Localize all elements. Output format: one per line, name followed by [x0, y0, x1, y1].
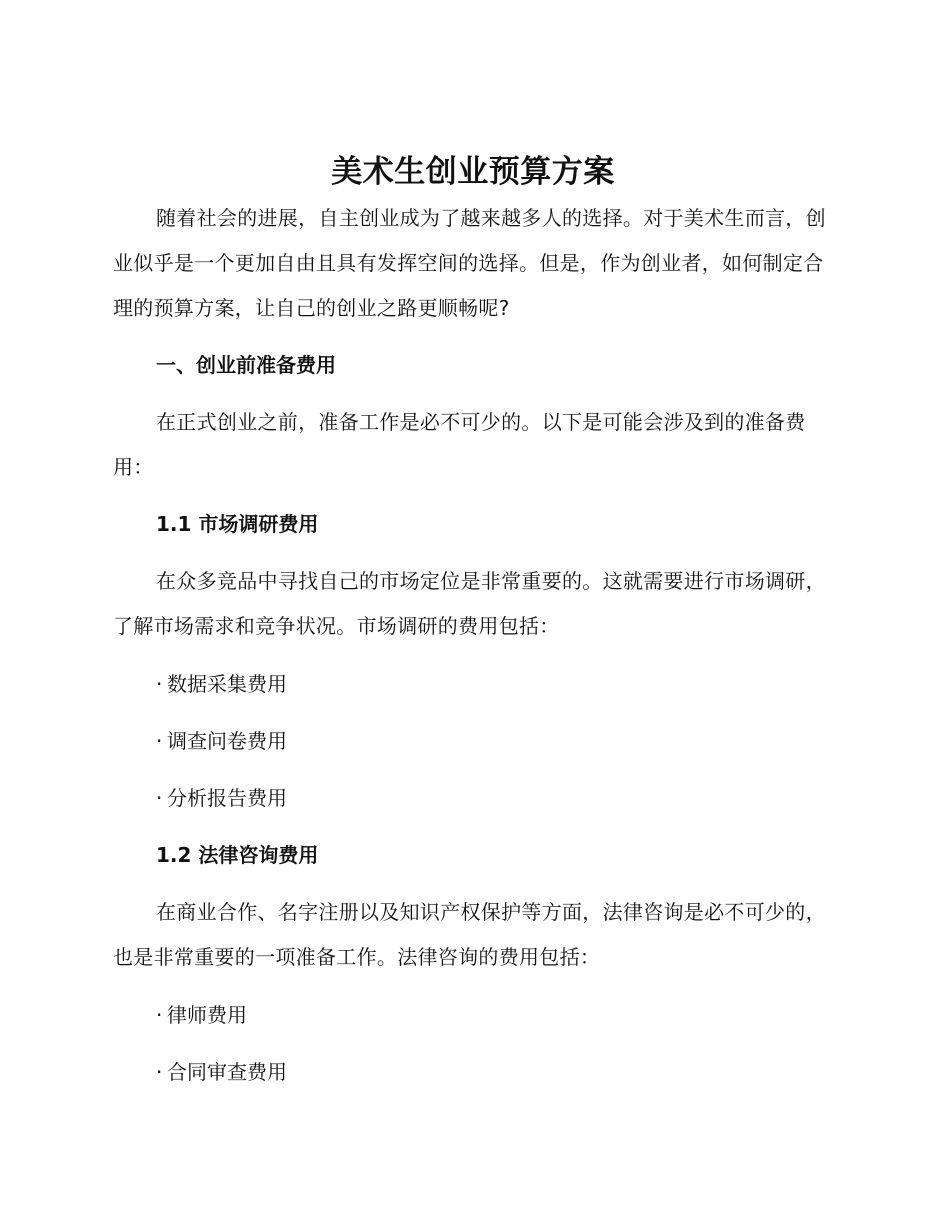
- bullet-marker: ·: [156, 1003, 163, 1027]
- spacer: [113, 649, 833, 662]
- list-item: [113, 662, 833, 707]
- list-item-text: 调查问卷费用: [167, 729, 287, 753]
- bullet-marker: ·: [156, 786, 163, 810]
- bullet-marker: ·: [156, 1060, 163, 1084]
- document-title: 美术生创业预算方案: [331, 154, 615, 190]
- list-item: [113, 993, 833, 1038]
- section-1-paragraph: 在正式创业之前，准备工作是必不可少的。以下是可能会涉及到的准备费用：: [113, 410, 806, 479]
- document-page: [113, 150, 833, 1107]
- list-item-text: 数据采集费用: [167, 672, 287, 696]
- intro-paragraph: 随着社会的进展，自主创业成为了越来越多人的选择。对于美术生而言，创业似乎是一个更加自由且具有发挥空间的选择。但是，作为创业者，如何制定合理的预算方案，让自己的创业之路更顺畅呢?: [113, 206, 826, 320]
- list-item-text: 合同审查费用: [167, 1060, 287, 1084]
- section-heading-1: 一、创业前准备费用: [156, 353, 336, 377]
- bullet-marker: ·: [156, 729, 163, 753]
- subsection-1-1-paragraph: 在众多竞品中寻找自己的市场定位是非常重要的。这就需要进行市场调研，了解市场需求和竞争状况。市场调研的费用包括：: [113, 569, 826, 638]
- list-item: [113, 776, 833, 821]
- list-item-text: 律师费用: [167, 1003, 247, 1027]
- subsection-heading-1-1: 1.1 市场调研费用: [156, 512, 319, 536]
- list-item-text: 分析报告费用: [167, 786, 287, 810]
- subsection-1-2-paragraph: 在商业合作、名字注册以及知识产权保护等方面，法律咨询是必不可少的，也是非常重要的一项准备工作。法律咨询的费用包括：: [113, 900, 826, 969]
- bullet-marker: ·: [156, 672, 163, 696]
- subsection-heading-1-2: 1.2 法律咨询费用: [156, 843, 319, 867]
- spacer: [113, 980, 833, 993]
- list-item: [113, 1050, 833, 1095]
- list-item: [113, 719, 833, 764]
